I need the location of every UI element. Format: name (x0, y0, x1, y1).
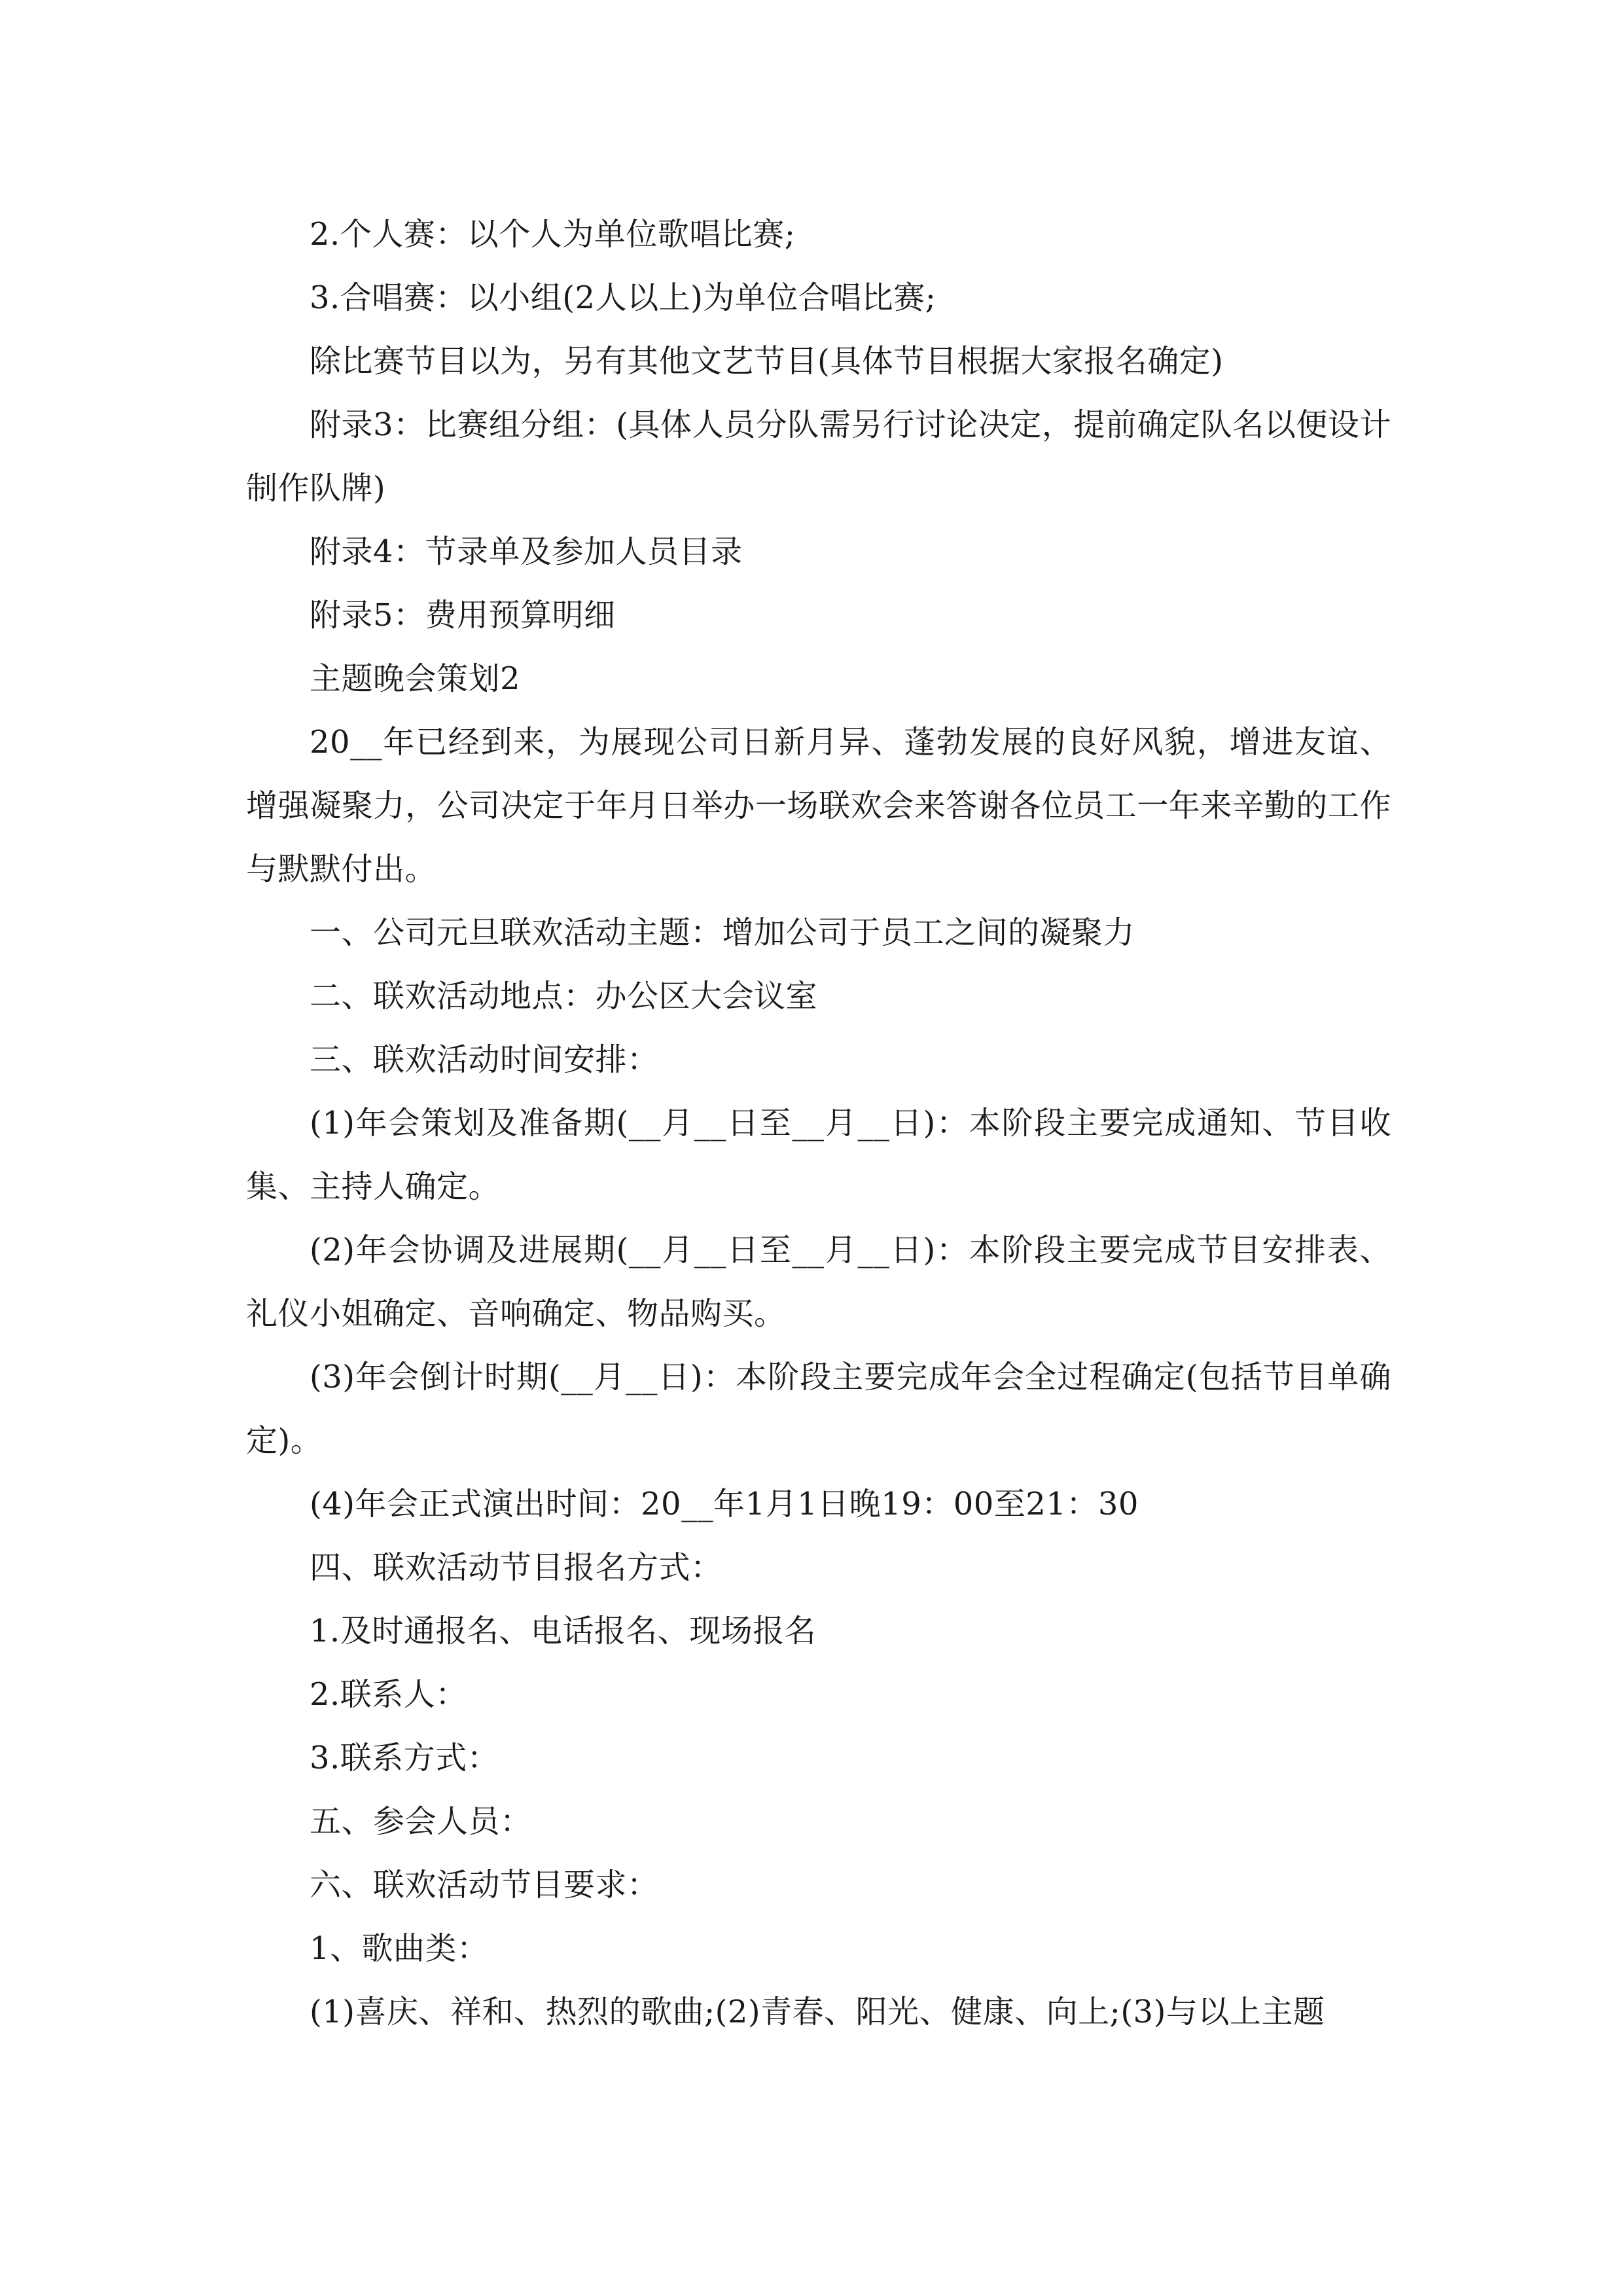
paragraph-schedule-3: (3)年会倒计时期(__月__日)：本阶段主要完成年会全过程确定(包括节目单确定)。 (246, 1359, 1391, 1459)
paragraph-contact-method: 3.联系方式： (310, 1740, 499, 1776)
paragraph-schedule-1: (1)年会策划及准备期(__月__日至__月__日)：本阶段主要完成通知、节目收集、主持人确定。 (246, 1105, 1391, 1205)
paragraph-schedule-heading: 三、联欢活动时间安排： (310, 1041, 659, 1078)
paragraph-appendix-5: 附录5：费用预算明细 (310, 597, 616, 634)
document-body (246, 203, 1391, 2044)
paragraph-intro: 20__年已经到来，为展现公司日新月异、蓬勃发展的良好风貌，增进友谊、增强凝聚力，公司决定于年月日举办一场联欢会来答谢各位员工一年来辛勤的工作与默默付出。 (246, 724, 1391, 888)
paragraph-program-requirements: 六、联欢活动节目要求： (310, 1867, 659, 1903)
paragraph-schedule-2: (2)年会协调及进展期(__月__日至__月__日)：本阶段主要完成节目安排表、礼仪小姐确定、音响确定、物品购买。 (246, 1232, 1391, 1332)
paragraph-songs-requirements: (1)喜庆、祥和、热烈的歌曲;(2)青春、阳光、健康、向上;(3)与以上主题 (310, 1994, 1325, 2030)
section-heading: 主题晚会策划2 (310, 660, 521, 697)
paragraph-other-programs: 除比赛节目以为，另有其他文艺节目(具体节目根据大家报名确定) (310, 343, 1224, 380)
paragraph-chorus-contest: 3.合唱赛：以小组(2人以上)为单位合唱比赛; (310, 279, 936, 316)
paragraph-theme: 一、公司元旦联欢活动主题：增加公司于员工之间的凝聚力 (310, 914, 1135, 951)
paragraph-attendees: 五、参会人员： (310, 1803, 532, 1840)
paragraph-solo-contest: 2.个人赛：以个人为单位歌唱比赛; (310, 216, 796, 253)
paragraph-songs-heading: 1、歌曲类： (310, 1930, 489, 1967)
paragraph-appendix-4: 附录4：节录单及参加人员目录 (310, 533, 743, 570)
paragraph-schedule-4: (4)年会正式演出时间：20__年1月1日晚19：00至21：30 (310, 1486, 1139, 1522)
paragraph-appendix-3: 附录3：比赛组分组：(具体人员分队需另行讨论决定，提前确定队名以便设计制作队牌) (246, 406, 1391, 507)
paragraph-signup-heading: 四、联欢活动节目报名方式： (310, 1549, 722, 1586)
paragraph-signup-methods: 1.及时通报名、电话报名、现场报名 (310, 1613, 817, 1649)
paragraph-contact-person: 2.联系人： (310, 1676, 467, 1713)
paragraph-venue: 二、联欢活动地点：办公区大会议室 (310, 978, 818, 1014)
